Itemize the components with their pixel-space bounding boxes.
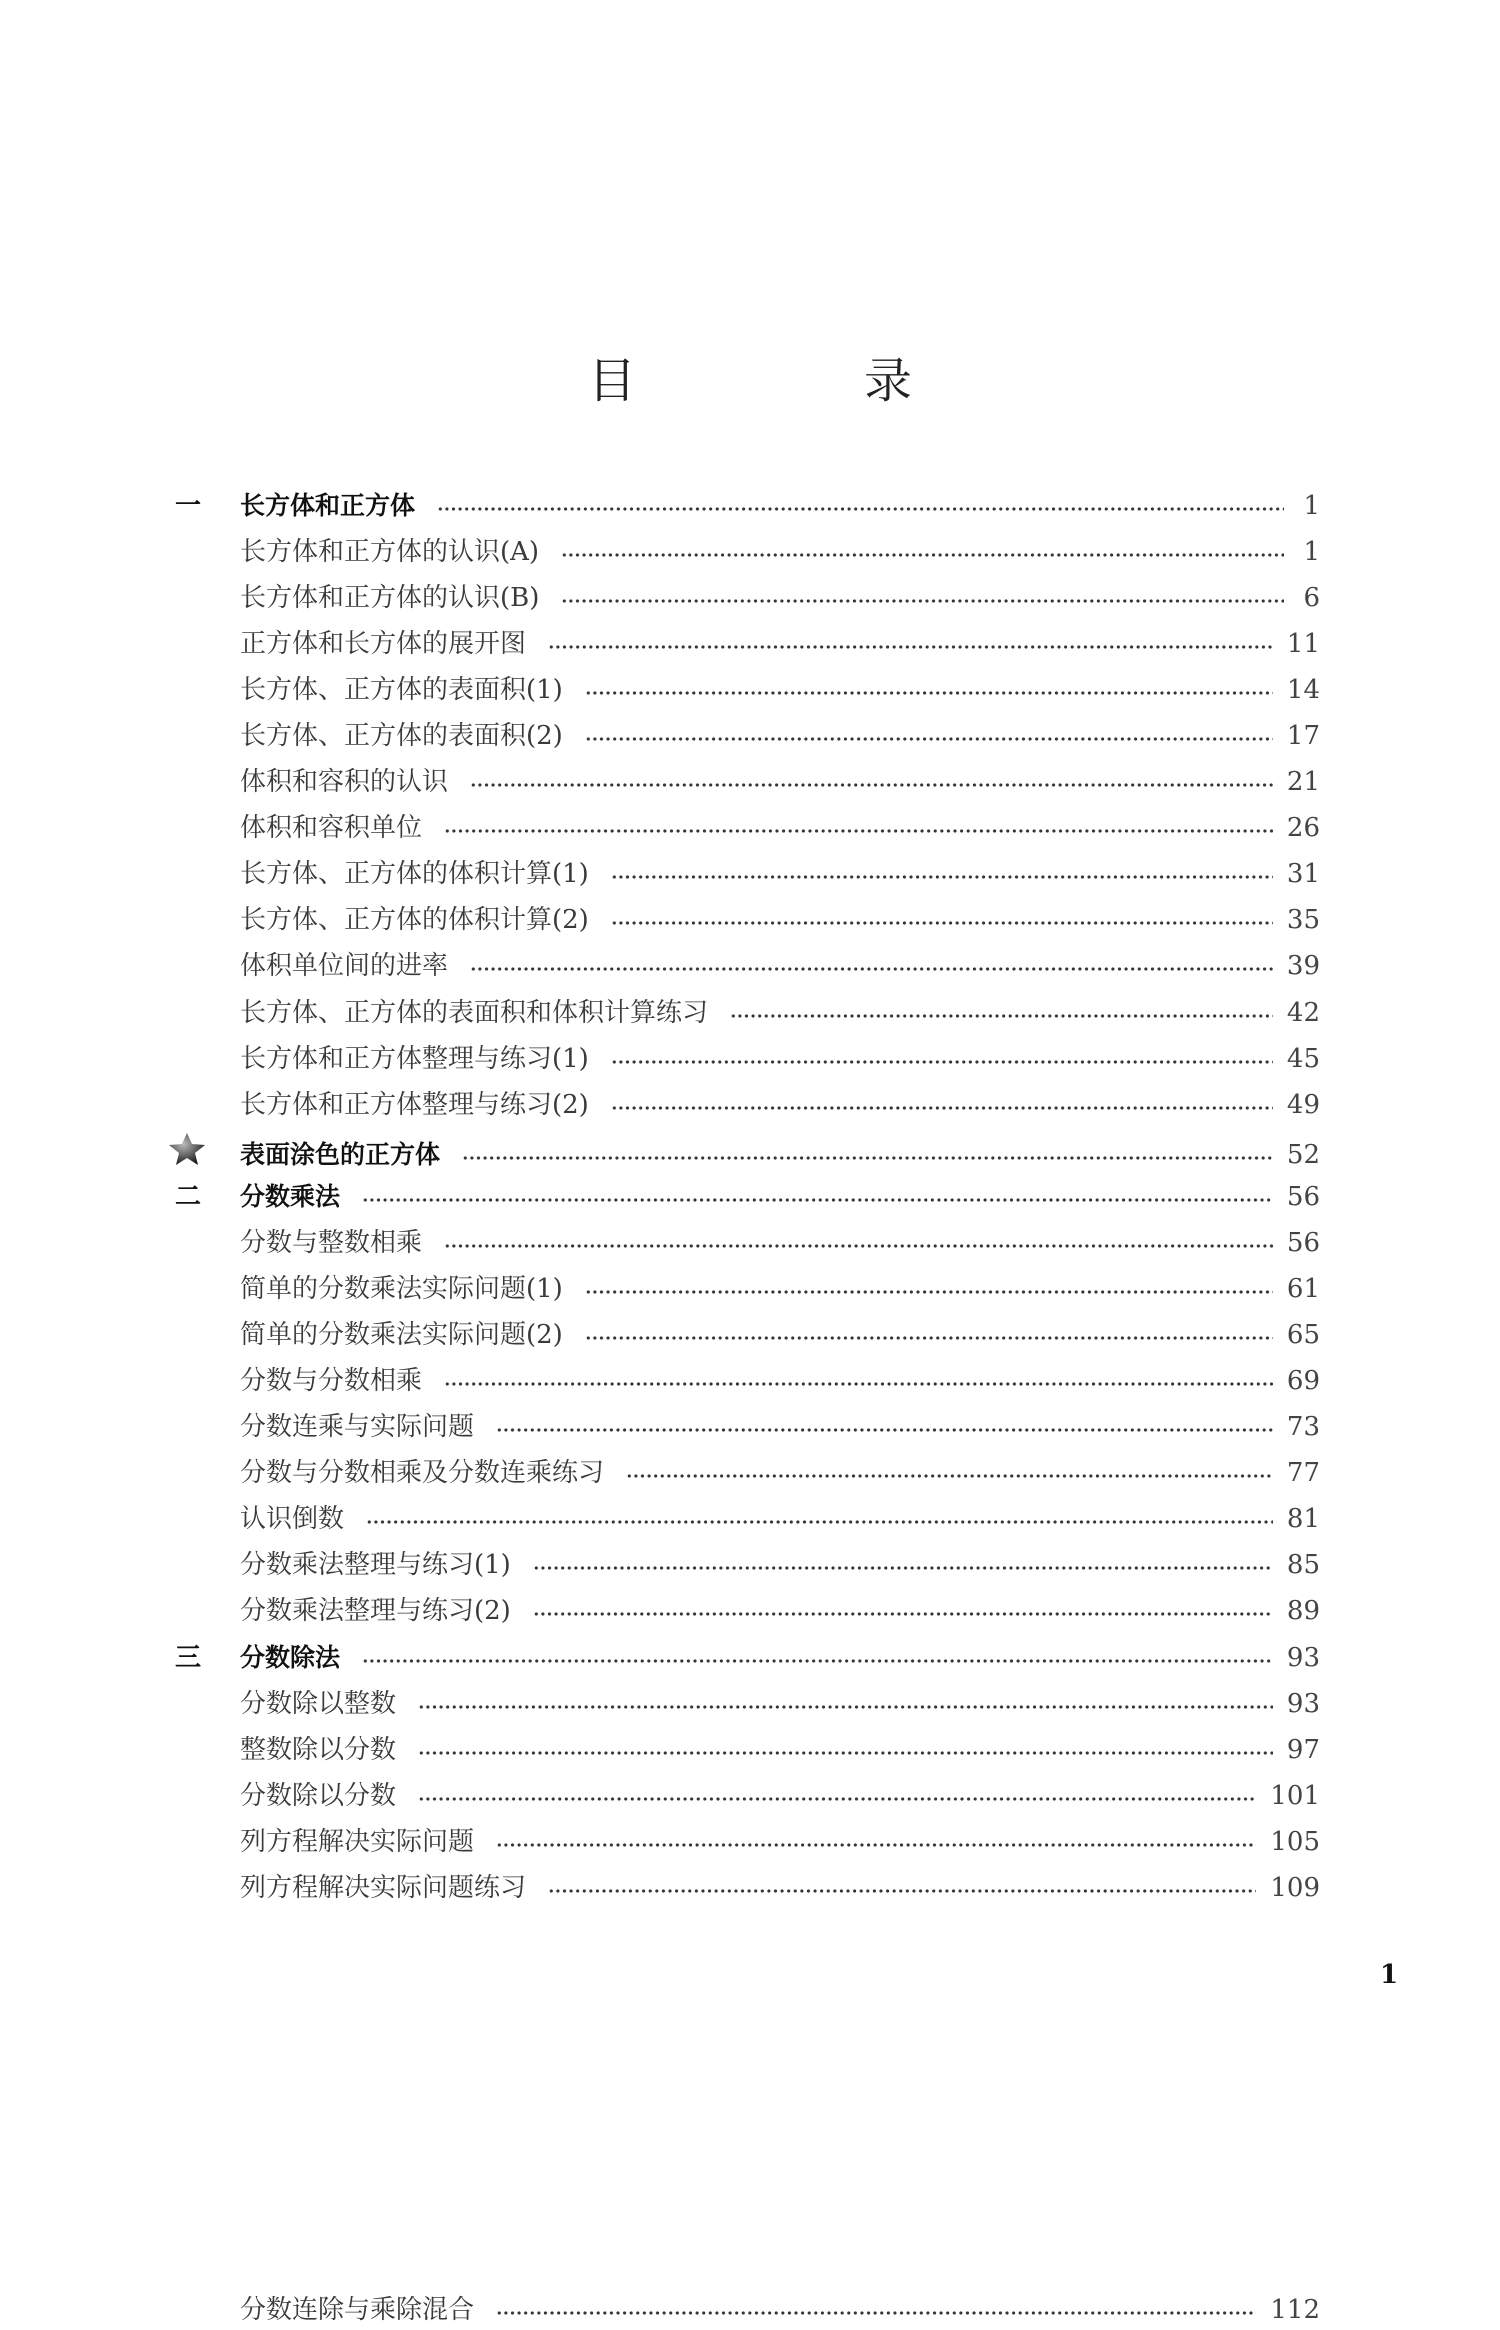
dot-leader xyxy=(730,1012,1273,1020)
page-number: 1 xyxy=(1380,1960,1399,1990)
page-title: 目 录 xyxy=(587,353,1002,410)
entry-page: 17 xyxy=(1286,721,1320,751)
chapter-number: 一 xyxy=(175,491,202,521)
entry-page: 45 xyxy=(1286,1044,1320,1074)
dot-leader xyxy=(418,1703,1273,1711)
entry-title: 长方体、正方体的体积计算(1) xyxy=(240,859,589,889)
entry-page: 112 xyxy=(1270,2295,1320,2325)
entry-title: 分数与分数相乘及分数连乘练习 xyxy=(240,1458,605,1488)
entry-title: 分数连除与乘除混合 xyxy=(240,2295,475,2325)
toc-entry[interactable] xyxy=(175,486,1320,526)
entry-title: 分数乘法整理与练习(1) xyxy=(240,1550,511,1580)
toc-entry[interactable] xyxy=(175,1269,1320,1309)
entry-title: 认识倒数 xyxy=(240,1504,345,1534)
entry-page: 97 xyxy=(1286,1735,1320,1765)
toc-entry[interactable] xyxy=(175,716,1320,756)
entry-page: 21 xyxy=(1286,767,1320,797)
dot-leader xyxy=(444,1242,1273,1250)
entry-title: 分数除以整数 xyxy=(240,1689,397,1719)
toc-entry[interactable] xyxy=(175,1085,1320,1125)
toc-entry[interactable] xyxy=(175,1453,1320,1493)
toc-entry[interactable] xyxy=(175,808,1320,848)
toc-entry[interactable] xyxy=(175,2290,1320,2330)
toc-entry[interactable] xyxy=(175,993,1320,1033)
toc-entry[interactable] xyxy=(175,1039,1320,1079)
dot-leader xyxy=(585,1334,1273,1342)
entry-page: 61 xyxy=(1286,1274,1320,1304)
toc-entry[interactable] xyxy=(175,624,1320,664)
entry-title: 简单的分数乘法实际问题(2) xyxy=(240,1320,563,1350)
entry-title: 长方体和正方体的认识(B) xyxy=(240,583,540,613)
entry-page: 109 xyxy=(1270,1873,1320,1903)
entry-title: 分数连乘与实际问题 xyxy=(240,1412,475,1442)
toc-entry[interactable] xyxy=(175,1730,1320,1770)
entry-title: 分数与分数相乘 xyxy=(240,1366,423,1396)
entry-title: 列方程解决实际问题 xyxy=(240,1827,475,1857)
dot-leader xyxy=(444,1380,1273,1388)
entry-page: 69 xyxy=(1286,1366,1320,1396)
dot-leader xyxy=(496,1841,1256,1849)
entry-page: 73 xyxy=(1286,1412,1320,1442)
dot-leader xyxy=(533,1564,1273,1572)
entry-title: 体积单位间的进率 xyxy=(240,951,449,981)
dot-leader xyxy=(585,1288,1273,1296)
toc-entry[interactable] xyxy=(175,1407,1320,1447)
dot-leader xyxy=(496,2309,1256,2317)
entry-title: 分数与整数相乘 xyxy=(240,1228,423,1258)
entry-page: 11 xyxy=(1286,629,1320,659)
entry-page: 26 xyxy=(1286,813,1320,843)
entry-page: 56 xyxy=(1286,1228,1320,1258)
dot-leader xyxy=(561,597,1284,605)
toc-entry[interactable] xyxy=(175,1135,1320,1175)
dot-leader xyxy=(437,505,1284,513)
toc-entry[interactable] xyxy=(175,946,1320,986)
entry-page: 85 xyxy=(1286,1550,1320,1580)
dot-leader xyxy=(533,1610,1273,1618)
entry-page: 77 xyxy=(1286,1458,1320,1488)
toc-entry[interactable] xyxy=(175,1591,1320,1631)
entry-page: 65 xyxy=(1286,1320,1320,1350)
dot-leader xyxy=(585,735,1273,743)
entry-page: 49 xyxy=(1286,1090,1320,1120)
dot-leader xyxy=(496,1426,1273,1434)
toc-entry[interactable] xyxy=(175,1223,1320,1263)
dot-leader xyxy=(362,1196,1273,1204)
entry-page: 105 xyxy=(1270,1827,1320,1857)
entry-page: 1 xyxy=(1303,491,1320,521)
entry-title: 整数除以分数 xyxy=(240,1735,397,1765)
dot-leader xyxy=(470,781,1273,789)
toc-entry[interactable] xyxy=(175,1868,1320,1908)
entry-title: 分数除以分数 xyxy=(240,1781,397,1811)
entry-title: 简单的分数乘法实际问题(1) xyxy=(240,1274,563,1304)
toc-entry[interactable] xyxy=(175,762,1320,802)
toc-entry[interactable] xyxy=(175,1177,1320,1217)
dot-leader xyxy=(561,551,1284,559)
entry-page: 35 xyxy=(1286,905,1320,935)
toc-entry[interactable] xyxy=(175,1315,1320,1355)
entry-title: 正方体和长方体的展开图 xyxy=(240,629,527,659)
entry-title: 分数乘法整理与练习(2) xyxy=(240,1596,511,1626)
entry-page: 56 xyxy=(1286,1182,1320,1212)
entry-title: 长方体和正方体的认识(A) xyxy=(240,537,540,567)
entry-title: 表面涂色的正方体 xyxy=(240,1140,441,1169)
toc-entry[interactable] xyxy=(175,1361,1320,1401)
dot-leader xyxy=(470,965,1273,973)
dot-leader xyxy=(366,1518,1273,1526)
entry-page: 89 xyxy=(1286,1596,1320,1626)
entry-title: 长方体、正方体的表面积(1) xyxy=(240,675,563,705)
toc-entry[interactable] xyxy=(175,1638,1320,1678)
toc-entry[interactable] xyxy=(175,1822,1320,1862)
chapter-number: 三 xyxy=(175,1643,202,1673)
entry-title: 体积和容积单位 xyxy=(240,813,423,843)
dot-leader xyxy=(611,919,1273,927)
toc-entry[interactable] xyxy=(175,670,1320,710)
entry-title: 长方体、正方体的表面积和体积计算练习 xyxy=(240,998,709,1028)
entry-title: 长方体和正方体 xyxy=(240,491,416,520)
entry-title: 长方体、正方体的表面积(2) xyxy=(240,721,563,751)
entry-title: 长方体、正方体的体积计算(2) xyxy=(240,905,589,935)
toc-entry[interactable] xyxy=(175,854,1320,894)
toc-entry[interactable] xyxy=(175,900,1320,940)
toc-entry[interactable] xyxy=(175,1684,1320,1724)
entry-page: 14 xyxy=(1286,675,1320,705)
entry-title: 列方程解决实际问题练习 xyxy=(240,1873,527,1903)
entry-page: 93 xyxy=(1286,1689,1320,1719)
entry-title: 体积和容积的认识 xyxy=(240,767,449,797)
dot-leader xyxy=(626,1472,1273,1480)
toc-entry[interactable] xyxy=(175,1776,1320,1816)
entry-page: 52 xyxy=(1286,1140,1320,1170)
dot-leader xyxy=(418,1795,1256,1803)
entry-page: 81 xyxy=(1286,1504,1320,1534)
toc-entry[interactable] xyxy=(175,532,1320,572)
toc-entry[interactable] xyxy=(175,1545,1320,1585)
chapter-number: 二 xyxy=(175,1182,202,1212)
toc-entry[interactable] xyxy=(175,1499,1320,1539)
dot-leader xyxy=(362,1657,1273,1665)
entry-title: 长方体和正方体整理与练习(1) xyxy=(240,1044,589,1074)
star-icon xyxy=(167,1131,240,1179)
entry-page: 42 xyxy=(1286,998,1320,1028)
entry-title: 长方体和正方体整理与练习(2) xyxy=(240,1090,589,1120)
dot-leader xyxy=(462,1154,1273,1162)
entry-page: 6 xyxy=(1303,583,1320,613)
dot-leader xyxy=(548,643,1273,651)
dot-leader xyxy=(444,827,1273,835)
entry-page: 31 xyxy=(1286,859,1320,889)
dot-leader xyxy=(418,1749,1273,1757)
toc-entry[interactable] xyxy=(175,578,1320,618)
entry-page: 1 xyxy=(1303,537,1320,567)
dot-leader xyxy=(611,1058,1273,1066)
dot-leader xyxy=(611,873,1273,881)
entry-page: 39 xyxy=(1286,951,1320,981)
dot-leader xyxy=(611,1104,1273,1112)
dot-leader xyxy=(585,689,1273,697)
entry-title: 分数乘法 xyxy=(240,1182,341,1211)
entry-page: 101 xyxy=(1270,1781,1320,1811)
dot-leader xyxy=(548,1887,1256,1895)
entry-title: 分数除法 xyxy=(240,1643,341,1672)
entry-page: 93 xyxy=(1286,1643,1320,1673)
